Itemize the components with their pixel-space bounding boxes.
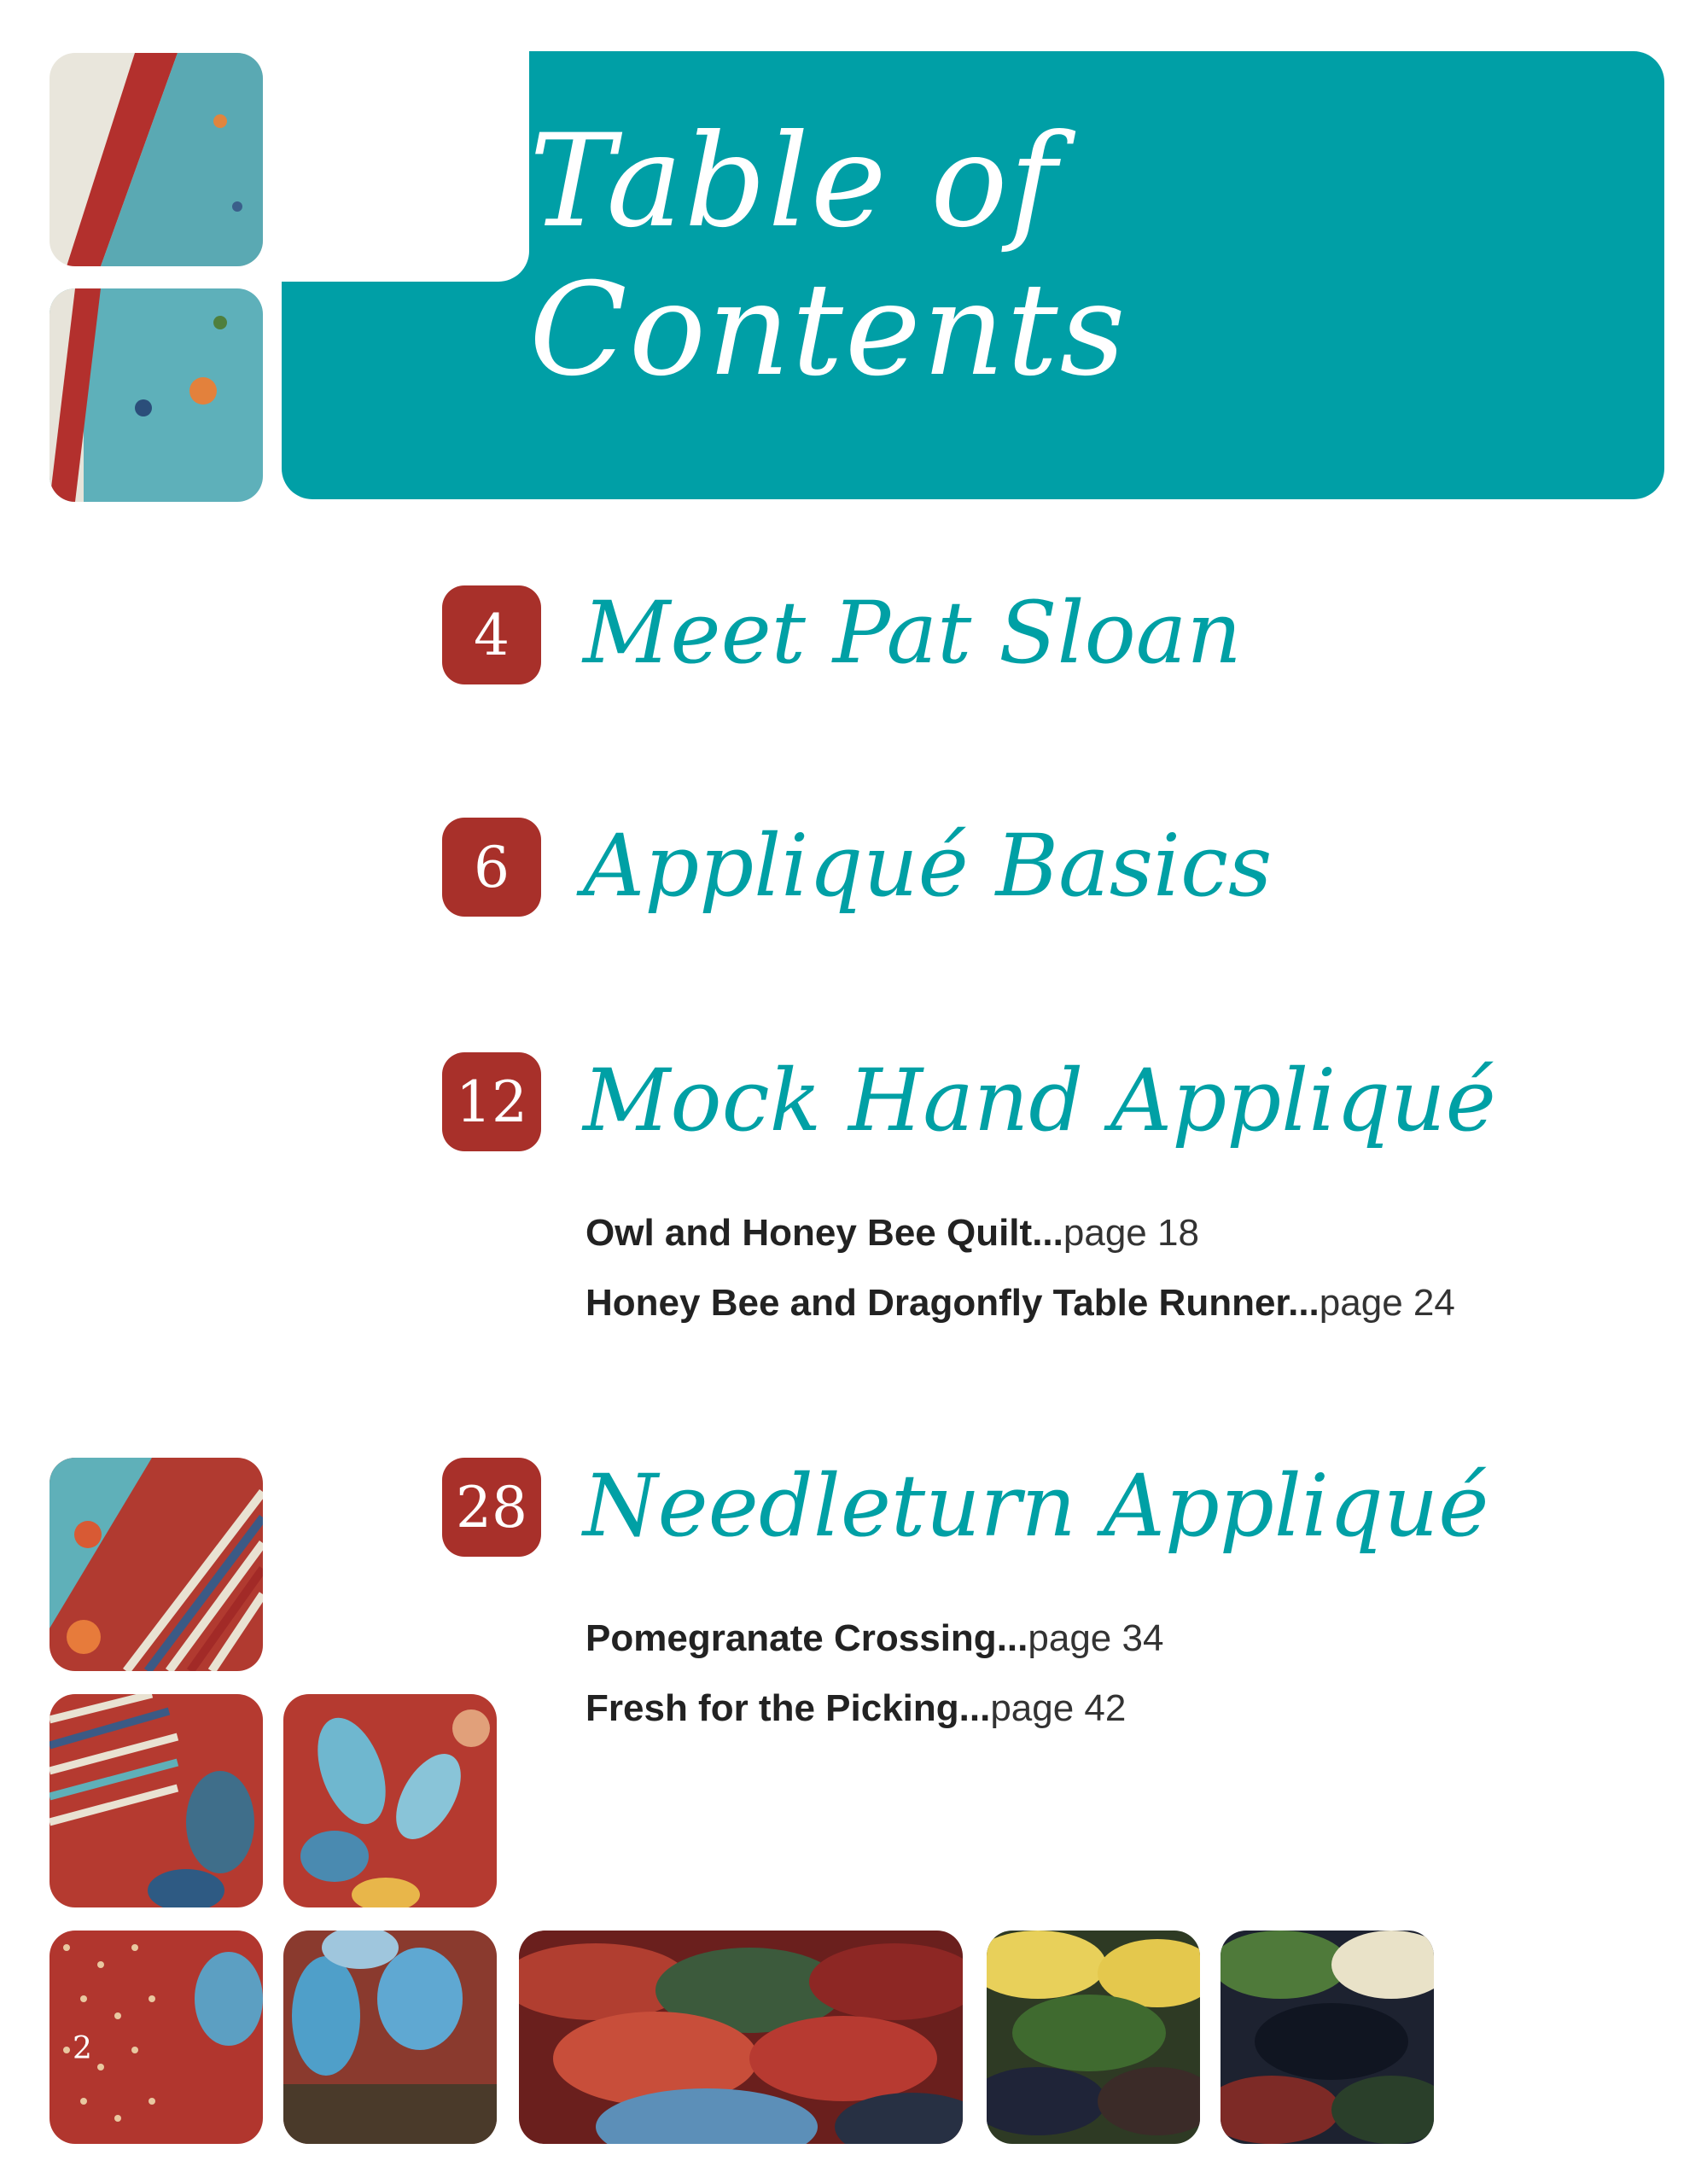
quilt-photo-tile-scallops-wide xyxy=(519,1931,963,2144)
sub-item-name: Fresh for the Picking xyxy=(586,1687,959,1729)
page-title: Table of Contents xyxy=(529,108,1127,405)
sub-item-page: page 34 xyxy=(1028,1617,1164,1659)
section-title-applique-basics[interactable]: Appliqué Basics xyxy=(583,816,1273,916)
sub-item-ellipsis: ... xyxy=(1032,1212,1063,1254)
section-number-badge: 28 xyxy=(442,1458,541,1557)
page-number: 2 xyxy=(73,2031,92,2066)
toc-sub-item[interactable] xyxy=(586,1683,1126,1734)
sub-item-page: page 42 xyxy=(990,1687,1127,1729)
section-title-mock-hand-applique[interactable]: Mock Hand Appliqué xyxy=(583,1051,1496,1150)
sub-item-ellipsis: ... xyxy=(1288,1282,1320,1324)
sub-item-name: Honey Bee and Dragonfly Table Runner xyxy=(586,1282,1289,1324)
section-title-meet-pat-sloan[interactable]: Meet Pat Sloan xyxy=(583,583,1242,683)
banner-notch xyxy=(282,51,529,282)
sub-item-name: Owl and Honey Bee Quilt xyxy=(586,1212,1033,1254)
quilt-photo-tile-dark-scallops xyxy=(1221,1931,1434,2144)
quilt-photo-tile-flower xyxy=(283,1694,497,1907)
section-number-badge: 6 xyxy=(442,818,541,917)
section-title-needleturn-applique[interactable]: Needleturn Appliqué xyxy=(583,1456,1489,1556)
sub-item-ellipsis: ... xyxy=(996,1617,1028,1659)
toc-sub-item[interactable] xyxy=(586,1613,1163,1664)
section-number-badge: 4 xyxy=(442,585,541,684)
quilt-photo-tile-yellow-scallops xyxy=(987,1931,1200,2144)
quilt-photo-tile-stripes xyxy=(50,1458,263,1671)
quilt-photo-tile-blue-petals xyxy=(283,1931,497,2144)
sub-item-name: Pomegranate Crossing xyxy=(586,1617,997,1659)
sub-item-page: page 18 xyxy=(1063,1212,1199,1254)
quilt-photo-tile-left-middle xyxy=(50,288,263,502)
quilt-photo-tile-stripes-red xyxy=(50,1694,263,1907)
toc-sub-item[interactable] xyxy=(586,1208,1199,1259)
sub-item-page: page 24 xyxy=(1319,1282,1455,1324)
section-number-badge: 12 xyxy=(442,1052,541,1151)
sub-item-ellipsis: ... xyxy=(958,1687,991,1729)
toc-sub-item[interactable] xyxy=(586,1278,1455,1329)
quilt-photo-tile-top-left xyxy=(50,53,263,266)
